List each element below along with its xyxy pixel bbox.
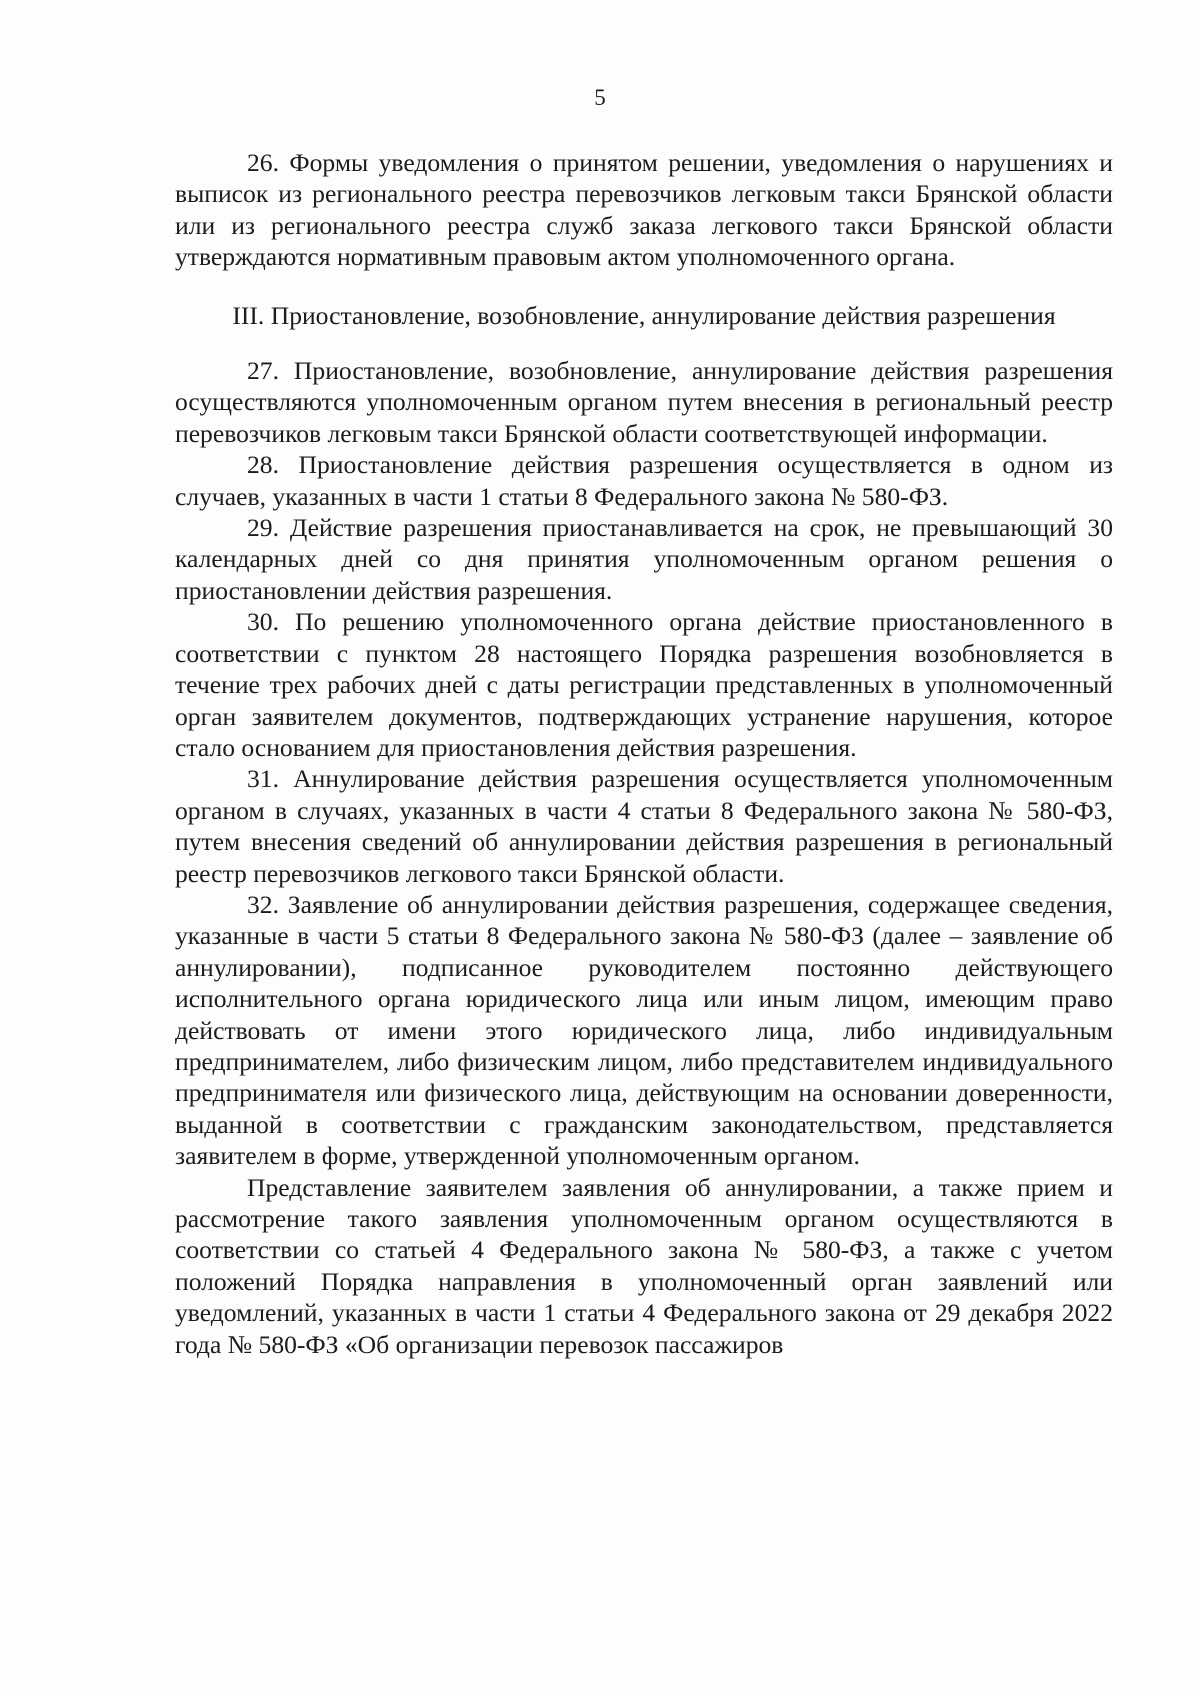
document-body [175, 147, 1113, 1360]
paragraph-32: 32. Заявление об аннулировании действия разрешения, содержащее сведения, указанные в части 5 статьи 8 Федерального закона № 580-ФЗ (далее – заявление об аннулировании), подписанное руководителем постоянно действующего исполнительного органа юридического лица или иным лицом, имеющим право действовать от имени этого юридического лица, либо индивидуальным предпринимателем, либо физическим лицом, либо представителем индивидуального предпринимателя или физического лица, действующим на основании доверенности, выданной в соответствии с гражданским законодательством, представляется заявителем в форме, утвержденной уполномоченным органом. [175, 889, 1113, 1171]
paragraph-28: 28. Приостановление действия разрешения осуществляется в одном из случаев, указанных в части 1 статьи 8 Федерального закона № 580-ФЗ. [175, 450, 1113, 511]
paragraph-29: 29. Действие разрешения приостанавливается на срок, не превышающий 30 календарных дней со дня принятия уполномоченным органом решения о приостановлении действия разрешения. [175, 513, 1113, 605]
section-heading: III. Приостановление, возобновление, аннулирование действия разрешения [232, 300, 1056, 330]
page-number: 5 [594, 85, 606, 110]
paragraph-32-continuation: Представление заявителем заявления об аннулировании, а также прием и рассмотрение такого заявления уполномоченным органом осуществляются в соответствии со статьей 4 Федерального закона № 580-ФЗ, а также с учетом положений Порядка направления в уполномоченный орган заявлений или уведомлений, указанных в части 1 статьи 4 Федерального закона от 29 декабря 2022 года № 580-ФЗ «Об организации перевозок пассажиров [175, 1172, 1113, 1359]
paragraph-31: 31. Аннулирование действия разрешения осуществляется уполномоченным органом в случаях, указанных в части 4 статьи 8 Федерального закона № 580-ФЗ, путем внесения сведений об аннулировании действия разрешения в региональный реестр перевозчиков легкового такси Брянской области. [175, 764, 1113, 888]
paragraph-30: 30. По решению уполномоченного органа действие приостановленного в соответствии с пунктом 28 настоящего Порядка разрешения возобновляется в течение трех рабочих дней с даты регистрации представленных в уполномоченный орган заявителем документов, подтверждающих устранение нарушения, которое стало основанием для приостановления действия разрешения. [175, 607, 1113, 762]
paragraph-26: 26. Формы уведомления о принятом решении, уведомления о нарушениях и выписок из регионального реестра перевозчиков легковым такси Брянской области или из регионального реестра служб заказа легкового такси Брянской области утверждаются нормативным правовым актом уполномоченного органа. [175, 148, 1113, 272]
paragraph-27: 27. Приостановление, возобновление, аннулирование действия разрешения осуществляются уполномоченным органом путем внесения в региональный реестр перевозчиков легковым такси Брянской области соответствующей информации. [175, 356, 1113, 448]
